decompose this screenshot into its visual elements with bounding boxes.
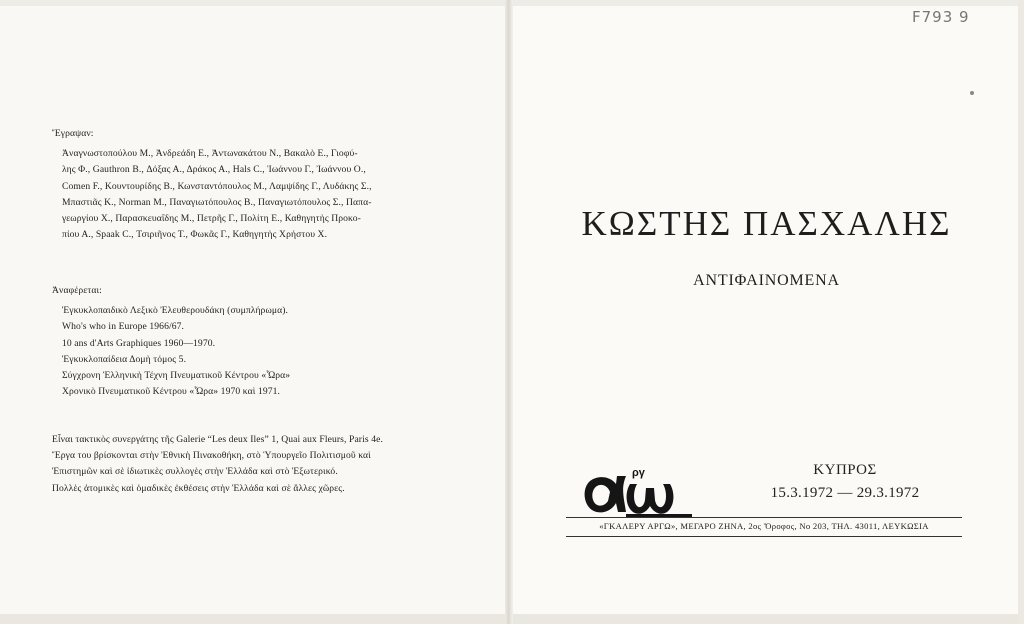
written-by-line: λης Φ., Gauthron B., Δόξας Α., Δράκος Α., Hals C., Ἰωάννου Γ., Ἰωάννου Ο., xyxy=(62,164,366,176)
reference-line: Ἐγκυκλοπαίδεια Δομὴ τόμος 5. xyxy=(62,353,187,365)
reference-line: Σύγχρονη Ἑλληνικὴ Τέχνη Πνευματικοῦ Κέντρου «Ὧρα» xyxy=(62,370,291,382)
reference-line: Χρονικὸ Πνευματικοῦ Κέντρου «Ὧρα» 1970 καὶ 1971. xyxy=(62,386,281,398)
bio-line: Ἔργα του βρίσκονται στὴν Ἐθνικὴ Πινακοθήκη, στὸ Ὑπουργεῖο Πολιτισμοῦ καὶ xyxy=(52,450,371,462)
written-by-heading: Ἔγραψαν: xyxy=(52,128,94,139)
bio-line: Ἐπιστημῶν καὶ σὲ ἰδιωτικὲς συλλογὲς στὴν Ἑλλάδα καὶ στὸ Ἐξωτερικό. xyxy=(52,466,338,478)
reference-line: Ἐγκυκλοπαιδικὸ Λεξικὸ Ἐλευθερουδάκη (συμπλήρωμα). xyxy=(62,305,289,317)
center-fold xyxy=(505,0,513,624)
written-by-line: πίου Α., Spaak C., Τσιριῆνος Τ., Φωκᾶς Γ., Καθηγητὴς Χρήστου Χ. xyxy=(62,229,328,241)
written-by-line: γεωργίου Χ., Παρασκευαΐδης Μ., Πετρῆς Γ., Πολίτη Ε., Καθηγητὴς Προκο- xyxy=(62,213,361,225)
bio-section xyxy=(52,432,383,497)
argo-gallery-logo xyxy=(580,456,694,522)
written-by-line: Comen F., Κουντουρίδης Β., Κωνσταντόπουλος Μ., Λαμψίδης Γ., Λυδάκης Σ., xyxy=(62,180,372,192)
address-rule-bottom xyxy=(566,536,962,537)
bio-line: Πολλὲς ἀτομικὲς καὶ ὁμαδικὲς ἐκθέσεις στὴν Ἑλλάδα καὶ σὲ ἄλλες χῶρες. xyxy=(52,482,345,494)
written-by-line: Μπαστιᾶς Κ., Norman M., Παναγιωτόπουλος Β., Παναγιωτόπουλος Σ., Παπα- xyxy=(62,196,372,208)
reference-line: Who's who in Europe 1966/67. xyxy=(62,321,185,333)
reference-line: 10 ans d'Arts Graphiques 1960—1970. xyxy=(62,337,216,349)
address-rule-top xyxy=(566,517,962,518)
artist-name: ΚΩΣΤΗΣ ΠΑΣΧΑΛΗΣ xyxy=(581,204,952,243)
referenced-heading: Ἀναφέρεται: xyxy=(52,285,102,296)
referenced-section xyxy=(52,283,290,400)
handwritten-note: F793 9 xyxy=(912,8,970,26)
bio-line: Εἶναι τακτικὸς συνεργάτης τῆς Galerie “Les deux Iles” 1, Quai aux Fleurs, Paris 4e. xyxy=(52,434,383,445)
exhibition-location: ΚΥΠΡΟΣ xyxy=(813,462,877,478)
exhibition-dates: 15.3.1972 — 29.3.1972 xyxy=(770,485,920,501)
exhibition-title: ΑΝΤΙΦΑΙΝΟΜΕΝΑ xyxy=(693,272,840,289)
gallery-address: «ΓΚΑΛΕΡΥ ΑΡΓΩ», ΜΕΓΑΡΟ ΖΗΝΑ, 2ος Ὄροφος, Νο 203, ΤΗΛ. 43011, ΛΕΥΚΩΣΙΑ xyxy=(599,521,929,531)
written-by-section xyxy=(52,126,372,243)
paper-edge-right xyxy=(1018,0,1024,624)
svg-text:ργ: ργ xyxy=(632,467,645,479)
paper-mark xyxy=(970,91,974,95)
written-by-line: Ἀναγνωστοπούλου Μ., Ἀνδρεάδη Ε., Ἀντωνακάτου Ν., Βακαλὸ Ε., Γιοφύ- xyxy=(62,148,358,160)
